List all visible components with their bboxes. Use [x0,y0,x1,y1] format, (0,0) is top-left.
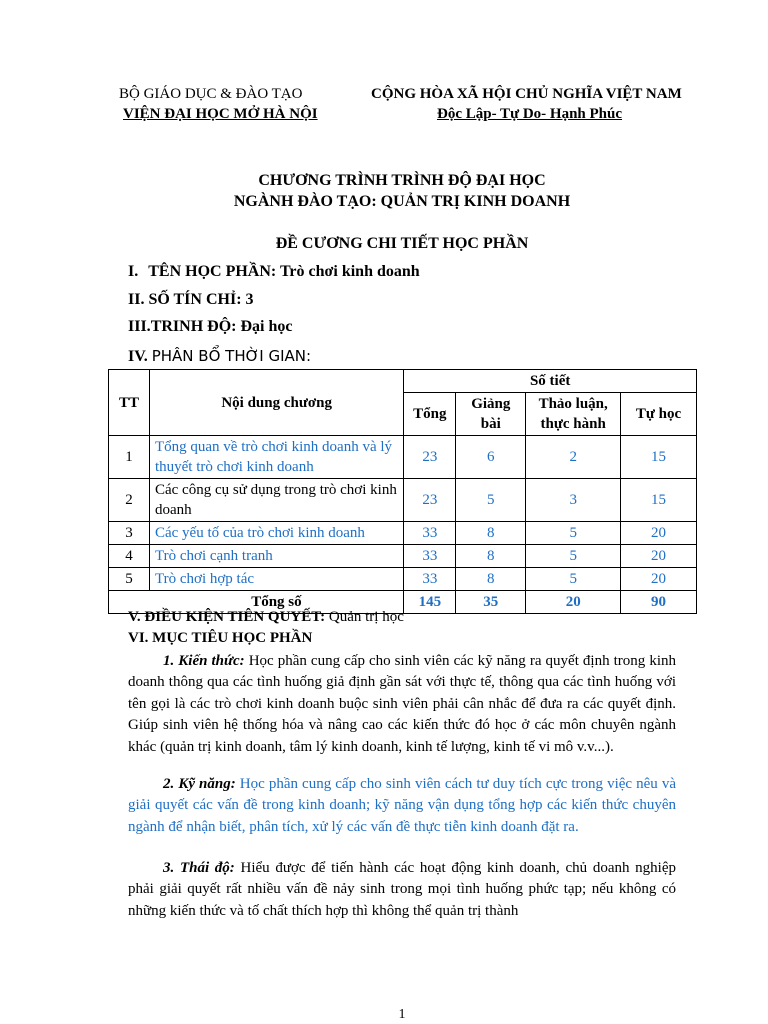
outline-title: ĐỀ CƯƠNG CHI TIẾT HỌC PHẦN [275,235,529,252]
row-content: Các yếu tố của trò chơi kinh doanh [149,522,403,545]
time-allocation-table [108,369,697,614]
row-discussion: 5 [526,522,621,545]
national-motto: Độc Lập- Tự Do- Hạnh Phúc [437,106,623,122]
row-tt: 1 [109,436,150,479]
header-total: Tổng [404,393,456,436]
row-tt: 2 [109,479,150,522]
row-lecture: 8 [456,522,526,545]
table-row [109,522,697,545]
header-content: Nội dung chương [149,370,403,436]
section-4-text: PHÂN BỔ THỜI GIAN: [151,347,312,365]
row-content: Trò chơi cạnh tranh [149,545,403,568]
header-self-study: Tự học [621,393,697,436]
row-total: 23 [404,436,456,479]
section-3 [128,318,292,336]
attitude-text: Hiểu được để tiến hành các hoạt động kinh doanh, chủ doanh nghiệp phải giải quyết rất nhiều vấn đề nảy sinh trong mọi tình huống phức tạp; nếu không có những kiến thức và tố chất thích hợp thì không thể quản trị thành [128,860,677,919]
section-4 [128,347,311,366]
section-3-text: TRINH ĐỘ: Đại học [150,318,293,335]
row-lecture: 5 [456,479,526,522]
section-5 [128,609,404,626]
row-self-study: 20 [621,545,697,568]
table-header-row [109,370,697,393]
republic-name: CỘNG HÒA XÃ HỘI CHỦ NGHĨA VIỆT NAM [371,86,682,102]
attitude-label: 3. Thái độ: [163,860,235,876]
header-tt: TT [109,370,150,436]
row-tt: 4 [109,545,150,568]
section-1 [128,263,420,281]
knowledge-text: Học phần cung cấp cho sinh viên các kỹ năng ra quyết định trong kinh doanh thông qua các tình huống giả định gần sát với thực tế, thông qua các tình huống với tên gọi là các trò chơi kinh doanh buộc sinh viên phải cân nhắc để đưa ra các quyết định. Giúp sinh viên hệ thống hóa và nâng cao các kiến thức đó học ở các môn chuyên ngành khác (quản trị kinh doanh, tâm lý kinh doanh, kinh tế lượng, kinh tế vi mô v.v...). [128,653,676,755]
section-1-text: TÊN HỌC PHẦN: Trò chơi kinh doanh [148,263,420,280]
row-tt: 5 [109,568,150,591]
skills-label: 2. Kỹ năng: [163,776,236,792]
objective-knowledge [128,651,676,758]
row-self-study: 15 [621,479,697,522]
section-5-label: V. ĐIỀU KIỆN TIÊN QUYẾT: [128,609,326,625]
row-lecture: 8 [456,568,526,591]
row-total: 33 [404,522,456,545]
knowledge-label: 1. Kiến thức: [163,653,245,669]
sum-discussion: 20 [526,591,621,614]
row-lecture: 6 [456,436,526,479]
row-tt: 3 [109,522,150,545]
ministry-name: BỘ GIÁO DỤC & ĐÀO TẠO [119,86,303,102]
row-discussion: 2 [526,436,621,479]
sum-label: Tổng số [149,591,403,614]
table-row [109,545,697,568]
row-discussion: 5 [526,545,621,568]
header-periods: Số tiết [404,370,697,393]
section-6: VI. MỤC TIÊU HỌC PHẦN [128,630,313,646]
program-title: CHƯƠNG TRÌNH TRÌNH ĐỘ ĐẠI HỌC [258,172,546,189]
objective-skills [128,774,676,838]
row-self-study: 15 [621,436,697,479]
row-content: Tổng quan về trò chơi kinh doanh và lý thuyết trò chơi kinh doanh [149,436,403,479]
section-5-value: Quản trị học [325,609,404,625]
row-total: 33 [404,545,456,568]
table-row [109,568,697,591]
section-4-number: IV. [128,348,148,365]
sum-lecture: 35 [456,591,526,614]
table-row [109,479,697,522]
table-row [109,436,697,479]
section-2: II. SỐ TÍN CHỈ: 3 [128,291,254,308]
sum-self-study: 90 [621,591,697,614]
objective-attitude [128,858,676,922]
row-self-study: 20 [621,568,697,591]
row-total: 23 [404,479,456,522]
row-discussion: 5 [526,568,621,591]
row-total: 33 [404,568,456,591]
row-discussion: 3 [526,479,621,522]
row-lecture: 8 [456,545,526,568]
skills-text: Học phần cung cấp cho sinh viên cách tư duy tích cực trong việc nêu và giải quyết các vấn đề trong kinh doanh; kỹ năng vận dụng tổng hợp các kiến thức chuyên ngành để nhận biết, phân tích, xử lý các vấn đề thực tiễn kinh doanh đặt ra. [128,776,676,835]
institute-name: VIỆN ĐẠI HỌC MỞ HÀ NỘI [123,106,318,122]
header-lecture: Giảng bài [456,393,526,436]
major-title: NGÀNH ĐÀO TẠO: QUẢN TRỊ KINH DOANH [233,193,571,210]
row-content: Các công cụ sử dụng trong trò chơi kinh doanh [149,479,403,522]
section-3-number: III. [128,318,151,335]
header-discussion: Thảo luận, thực hành [526,393,621,436]
page-number: 1 [398,1007,406,1022]
sum-total: 145 [404,591,456,614]
row-content: Trò chơi hợp tác [149,568,403,591]
row-self-study: 20 [621,522,697,545]
section-1-number: I. [128,263,139,280]
